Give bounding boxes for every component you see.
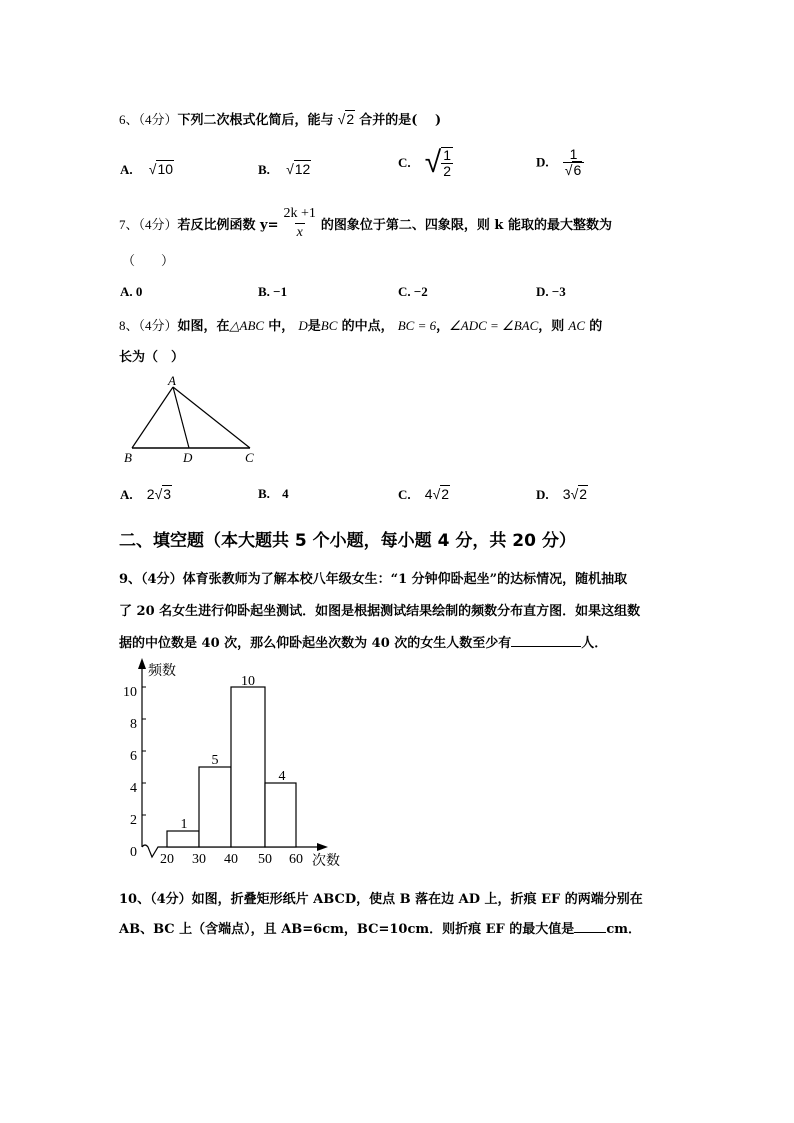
question-10-line1: 10、（4分）如图，折叠矩形纸片 ABCD，使点 B 落在边 AD 上，折痕 EF 的两端分别在 — [119, 892, 643, 907]
question-text: 若反比例函数 y= — [177, 218, 279, 233]
question-7-paren: （ ） — [122, 254, 175, 269]
bar-40-50 — [231, 687, 265, 847]
svg-text:4: 4 — [278, 769, 286, 784]
answer-blank[interactable] — [511, 634, 581, 647]
svg-text:30: 30 — [192, 852, 206, 867]
radical-expression: 2√3 — [146, 486, 172, 502]
question-number: 8、（4分） — [119, 318, 178, 333]
svg-text:1: 1 — [180, 817, 188, 832]
question-7-option-a[interactable]: A. 0 — [120, 284, 143, 299]
svg-text:8: 8 — [130, 717, 137, 732]
question-6-option-a[interactable]: A. √10 — [120, 161, 174, 177]
question-9-line1: 9、（4分）体育张教师为了解本校八年级女生：“1 分钟仰卧起坐”的达标情况，随机抽取 — [119, 572, 628, 587]
bar-50-60 — [265, 783, 296, 847]
question-8-option-d[interactable]: D. 3√2 — [536, 486, 588, 502]
question-number: 7、（4分） — [119, 217, 178, 232]
svg-text:4: 4 — [130, 781, 137, 796]
answer-blank[interactable] — [574, 920, 606, 933]
fraction: $\frac{1}{√6}$ — [563, 147, 584, 178]
vertex-label-a: A — [168, 373, 176, 388]
question-9-line3: 据的中位数是 40 次，那么仰卧起坐次数为 40 次的女生人数至少有 人． — [119, 636, 608, 651]
question-number: 6、（4分） — [119, 112, 178, 127]
y-tick-labels — [123, 685, 137, 860]
question-6-stem — [119, 109, 441, 128]
question-6-option-d[interactable]: D. $\frac{1}{√6}$ — [536, 147, 584, 178]
question-7-option-d[interactable]: D. −3 — [536, 284, 566, 299]
svg-text:10: 10 — [241, 674, 255, 689]
svg-text:5: 5 — [211, 753, 219, 768]
radical-expression: 3√2 — [562, 486, 588, 502]
svg-text:0: 0 — [130, 845, 137, 860]
question-8-stem: 8、（4分）如图，在△ABC 中， D是BC 的中点， BC = 6，∠ADC = ∠BAC，则 AC 的 — [119, 318, 603, 334]
histogram-chart — [110, 655, 350, 875]
bar-30-40 — [199, 767, 231, 847]
sqrt-expression: √12 — [286, 161, 311, 177]
question-text: 下列二次根式化简后，能与 — [177, 113, 334, 128]
question-text-tail: 的图象位于第二、四象限，则 k 能取的最大整数为 — [320, 218, 612, 233]
svg-text:50: 50 — [258, 852, 272, 867]
x-axis-arrow-icon — [317, 843, 328, 851]
svg-text:2: 2 — [130, 813, 137, 828]
question-9-line2: 了 20 名女生进行仰卧起坐测试．如图是根据测试结果绘制的频数分布直方图．如果这组数 — [119, 604, 641, 619]
svg-text:60: 60 — [289, 852, 303, 867]
svg-text:20: 20 — [160, 852, 174, 867]
y-axis-label: 频数 — [148, 664, 176, 679]
svg-text:40: 40 — [224, 852, 238, 867]
question-6-option-c[interactable]: C. √ $\frac{1}{2}$ — [398, 146, 452, 179]
section-title: 二、填空题（本大题共 5 个小题，每小题 4 分，共 20 分） — [119, 531, 576, 551]
radical-expression: 4√2 — [424, 486, 450, 502]
sqrt-expression: √2 — [337, 111, 355, 127]
question-8-option-c[interactable]: C. 4√2 — [398, 486, 450, 502]
question-text-tail: 合并的是( ) — [359, 113, 442, 128]
bar-20-30 — [167, 831, 199, 847]
sqrt-expression: √10 — [148, 161, 174, 177]
question-10-line2: AB、BC 上（含端点），且 AB=6cm，BC=10cm．则折痕 EF 的最大值是 cm． — [119, 922, 641, 937]
question-8-option-b[interactable]: B. 4 — [258, 486, 289, 501]
svg-text:6: 6 — [130, 749, 137, 764]
question-7-option-c[interactable]: C. −2 — [398, 284, 428, 299]
x-tick-labels — [160, 852, 303, 867]
vertex-label-b: B — [124, 450, 132, 465]
question-8-option-a[interactable]: A. 2√3 — [120, 486, 172, 502]
triangle-figure — [115, 372, 265, 467]
question-8-stem-line2: 长为（ ） — [119, 350, 185, 365]
vertex-label-d: D — [183, 450, 193, 465]
x-axis-label: 次数 — [312, 854, 340, 869]
sqrt-fraction: √ $\frac{1}{2}$ — [424, 146, 452, 179]
question-7-stem — [119, 205, 612, 242]
question-6-option-b[interactable]: B. √12 — [258, 161, 311, 177]
fraction: $\frac{2k +1}{x}$ — [283, 206, 316, 240]
question-7-option-b[interactable]: B. −1 — [258, 284, 288, 299]
svg-text:10: 10 — [123, 685, 137, 700]
y-axis-arrow-icon — [138, 658, 146, 669]
vertex-label-c: C — [245, 450, 254, 465]
